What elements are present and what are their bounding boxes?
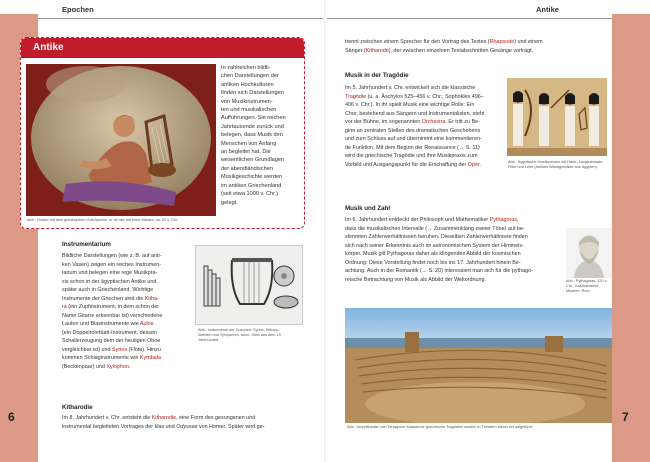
text-run: ken Vasen) zeigen ein reiches Instrumen- (62, 261, 162, 268)
text-line (345, 225, 559, 234)
text-line (345, 38, 585, 47)
text-run: kommen Schlaginstrumente wie (62, 355, 140, 361)
keyword-term: Pythagoras (489, 217, 518, 223)
text-run: ) und einem (514, 39, 543, 45)
text-line (345, 233, 559, 242)
text-run: finden sich Darstellungen (221, 90, 284, 97)
text-run: Im 5. Jahrhundert v. Chr. entwickelt sich die klassische (345, 85, 476, 91)
text-run: , eine Form des gesungenen und (176, 415, 256, 421)
keyword-term: Kitharode (365, 47, 389, 54)
apollo-fresco-image (26, 64, 216, 216)
text-run: später auch in Griechenland. Wichtige (62, 287, 154, 293)
text-run: , (517, 217, 519, 223)
left-page-number: 6 (8, 410, 15, 424)
keyword-term: Xylophon (106, 363, 129, 370)
text-line (62, 295, 190, 304)
musik-zahl-heading: Musik und Zahl (345, 205, 391, 212)
title-term: Odyssee (176, 423, 198, 430)
right-intro-text (345, 38, 585, 55)
text-line (221, 123, 303, 131)
text-line (221, 156, 303, 164)
text-run: Lauten und Blasinstrumente wie (62, 321, 140, 327)
text-run: trennt zwischen einem Sprecher für den Vortrag des Textes ( (345, 39, 490, 45)
apollo-fresco-caption: Abb.: Fresko mit dem griechischen Gott Apollon, er ist hier mit einer Kithara, ca. 20 v. Chr. (27, 218, 178, 222)
text-run: Musikgeschichte werden (221, 174, 283, 181)
text-run: reische Betrachtung von Musik als Abbild der Weltordnung. (345, 276, 487, 283)
text-run: körper. Musik gilt Pythagoras daher als klingendes Abbild der kosmischen (345, 251, 521, 257)
text-run: (ein Doppelrohrblatt-Instrument, dessen (62, 329, 157, 336)
text-line (221, 72, 303, 80)
text-run: Menschen von Anfang (221, 140, 277, 147)
text-run: ), der zwischen einzelnen Textabschnitten Gesänge vorträgt. (388, 47, 534, 54)
greek-instruments-engraving (195, 245, 303, 325)
keyword-term: Orchestra (421, 119, 446, 125)
title-term: Ilias (154, 423, 165, 430)
text-line (345, 242, 559, 251)
musik-zahl-text (345, 216, 559, 284)
text-run: wesentlichen Grundlagen (221, 157, 285, 164)
text-run: (ein Zupfinstrument, in dem schon der (66, 304, 160, 310)
keyword-term: Kitharodie (151, 415, 177, 421)
antike-box (20, 37, 305, 229)
text-line (221, 199, 303, 207)
tragoedie-text (345, 84, 503, 169)
tarragona-amphitheater-photo (345, 308, 612, 423)
keyword-term: Syrinx (112, 346, 128, 353)
text-line (221, 165, 303, 173)
keyword-term: ra (62, 304, 67, 310)
text-line (221, 140, 303, 148)
text-run: im antiken Griechenland (221, 182, 282, 189)
text-line (62, 320, 190, 329)
text-line (62, 303, 190, 312)
right-page-number: 7 (622, 410, 629, 424)
keyword-term: Oper (467, 161, 480, 168)
instrumentarium-heading: Instrumentarium (62, 241, 111, 248)
text-line (221, 89, 303, 97)
keyword-term: Rhapsode (489, 39, 515, 45)
text-run: Bildliche Darstellungen (wie z. B. auf anti- (62, 253, 162, 259)
text-run: xis schon in der ägyptischen Antike und (62, 278, 157, 285)
text-line (62, 354, 190, 363)
text-run: (u. a. Äschylos 525–456 v. Chr.; Sophokles 496– (366, 93, 484, 100)
text-line (62, 346, 190, 355)
text-run: Chor, bestehend aus Sängern und Instrumentalisten, steht (345, 110, 485, 117)
page-gutter (324, 0, 326, 462)
instrumentarium-text (62, 252, 190, 371)
keyword-term: Kitha- (144, 295, 159, 302)
text-line (62, 423, 304, 432)
text-line (62, 261, 190, 270)
text-run: und zum Schluss auf und übernimmt eine kommentieren- (345, 136, 482, 142)
text-run: Schallerzeugung dem der heutigen Oboe (62, 338, 161, 344)
text-run: (seit etwa 1000 v. Chr.) (221, 191, 279, 198)
text-run: der abendländischen (221, 165, 273, 172)
text-run: ginn an zentralen Stellen des dramatischen Geschehens (345, 127, 481, 134)
text-line (345, 161, 503, 170)
tragoedie-heading: Musik in der Tragödie (345, 72, 409, 79)
text-run: Sänger ( (345, 47, 366, 54)
text-line (62, 329, 190, 338)
text-line (221, 64, 303, 72)
text-line (345, 135, 503, 144)
text-line (62, 363, 190, 372)
text-run: Im 6. Jahrhundert entdeckt der Philosoph und Mathematiker (345, 217, 490, 223)
text-line (345, 250, 559, 259)
egyptian-musicians-painting (507, 78, 607, 156)
text-run: . (128, 363, 131, 370)
text-run: an begleitet hat. Die (221, 149, 271, 156)
keyword-term: Kymbala (139, 355, 161, 361)
text-line (345, 101, 503, 110)
text-run: ten und musikalischen (221, 107, 277, 114)
greek-instruments-caption: Abb.: Instrumente der Griechen: Syrinx, Kithara, Zimbeln und Tympanum, anon. Stich aus dem 19. Jahrhundert (198, 328, 282, 342)
text-run: chen Darstellungen der (221, 73, 279, 80)
keyword-term: Aulos (139, 321, 154, 327)
right-header-rule (327, 18, 612, 19)
text-line (345, 110, 503, 119)
text-run: sich nach seiner Erkenntnis auch im astronomischen System der Himmels- (345, 242, 524, 249)
text-run: von Musikinstrumen- (221, 98, 273, 105)
text-run: In zahlreichen bildli- (221, 65, 271, 71)
text-line (345, 259, 559, 268)
right-margin-band (612, 14, 650, 448)
text-run: Jahrtausende zurück und (221, 123, 284, 130)
text-line (345, 276, 559, 285)
text-line (62, 312, 190, 321)
text-line (62, 337, 190, 346)
text-run: Aufführungen. Sie reichen (221, 115, 286, 122)
right-running-title: Antike (536, 5, 559, 14)
text-run: Vorbild und Ausgangspunkt für die Erschaffung der (345, 161, 468, 168)
text-line (345, 152, 503, 161)
text-line (345, 216, 559, 225)
text-line (221, 182, 303, 190)
text-line (62, 278, 190, 287)
text-line (345, 47, 585, 56)
text-line (62, 414, 304, 423)
text-run: . (479, 161, 481, 168)
text-run: de Funktion. Mit dem Beginn der Renaissance (→ S. 11) (345, 144, 480, 151)
text-run: Name Gitarre erkennbar ist) verschiedene (62, 312, 163, 319)
text-line (221, 190, 303, 198)
text-line (62, 269, 190, 278)
text-line (221, 131, 303, 139)
text-run: dass die musikalischen Intervalle (→ Zusammenklang zweier Töne) auf be- (345, 225, 525, 232)
kitharodie-text (62, 414, 304, 431)
keyword-term: Tragödie (345, 93, 367, 100)
text-run: instrumental begleiteten Vortrages der (62, 423, 155, 430)
text-run: . Er tritt zu Be- (445, 119, 480, 125)
text-run: (Flöte). Hinzu (127, 346, 161, 353)
text-run: vor der Bühne, im sogenannten (345, 119, 422, 125)
text-run: 406 v. Chr.). In ihr spielt Musik eine wichtige Rolle: Ein (345, 102, 475, 108)
text-run: Instrumente der Griechen sind die (62, 295, 145, 302)
text-run: von Homer. Später wird ge- (197, 423, 265, 430)
text-run: Ordnung: Diese Vorstellung findet noch bis ins 17. Jahrhundert hinein Be- (345, 259, 521, 266)
text-run: vergleichbar ist) und (62, 346, 113, 353)
text-line (221, 148, 303, 156)
text-run: wird die griechische Tragödie und ihre Musikpraxis zum (345, 153, 478, 159)
text-line (221, 114, 303, 122)
text-line (345, 118, 503, 127)
antike-intro-text (221, 64, 303, 207)
text-line (62, 286, 190, 295)
text-line (345, 93, 503, 102)
text-run: tarium und belegen eine rege Musikpra- (62, 270, 158, 276)
text-run: (Beckenpaar) und (62, 363, 107, 370)
text-run: und (164, 423, 177, 430)
antike-box-title: Antike (21, 38, 304, 58)
text-line (221, 106, 303, 114)
text-line (345, 144, 503, 153)
text-run: Im 8. Jahrhundert v. Chr. entsteht die (62, 415, 152, 421)
text-line (345, 127, 503, 136)
text-run: gelegt. (221, 199, 238, 206)
left-running-title: Epochen (62, 5, 94, 14)
text-run: achtung. Auch in der Romantik (→ S. 20) interessiert man sich für die pythago- (345, 268, 533, 274)
text-line (221, 81, 303, 89)
text-run: belegen, dass Musik den (221, 132, 283, 139)
pythagoras-caption: Abb.: Pythagoras, 120 v. Chr., Kapitolinische Museen, Rom (566, 279, 608, 293)
text-line (345, 267, 559, 276)
text-run: stimmten Zahlenverhältnissen beruhen. Dieselben Zahlenverhältnisse finden (345, 234, 528, 240)
text-run: antiken Hochkulturen (221, 81, 274, 88)
egyptian-musicians-caption: Abb.: Ägyptische Musikerinnen mit Harfe, Langhalslaute, Flöte und Leier (Antikes Wandgemälde aus Ägypten) (508, 160, 604, 169)
text-line (221, 173, 303, 181)
text-line (221, 98, 303, 106)
kitharodie-heading: Kitharodie (62, 404, 93, 411)
pythagoras-bust-photo (566, 228, 612, 278)
tarragona-caption: Abb.: Amphitheater von Tarragona: Klassische griechische Tragödien wurden in Theatern dieser Art aufgeführt (347, 425, 532, 429)
left-header-rule (38, 18, 323, 19)
text-line (345, 84, 503, 93)
text-line (62, 252, 190, 261)
